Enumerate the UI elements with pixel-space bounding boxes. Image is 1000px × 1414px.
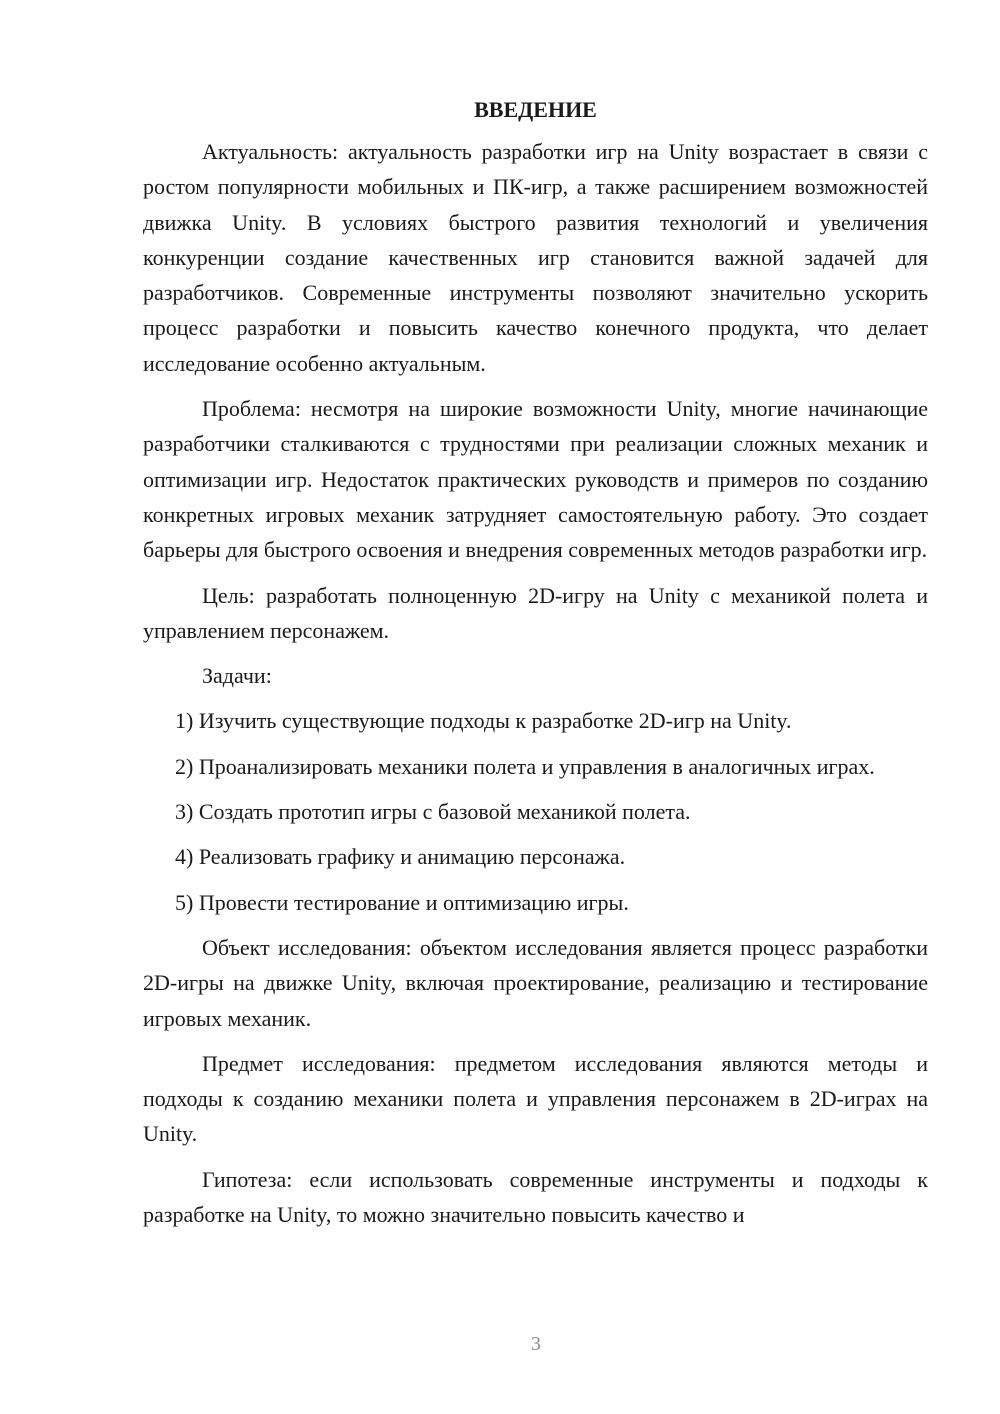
subject-paragraph: Предмет исследования: предметом исследования являются методы и подходы к созданию механики полета и управления персонажем в 2D-играх на Unity.: [143, 1050, 928, 1147]
section-heading: ВВЕДЕНИЕ: [474, 97, 597, 122]
task-item-5: 5) Провести тестирование и оптимизацию игры.: [175, 889, 629, 915]
object-paragraph: Объект исследования: объектом исследования является процесс разработки 2D-игры на движке Unity, включая проектирование, реализацию и тестирование игровых механик.: [143, 934, 928, 1031]
hypothesis-paragraph: Гипотеза: если использовать современные инструменты и подходы к разработке на Unity, то можно значительно повысить качество и: [143, 1166, 928, 1228]
page-number: 3: [531, 1333, 541, 1355]
task-item-3: 3) Создать прототип игры с базовой механикой полета.: [175, 799, 691, 825]
goal-paragraph: Цель: разработать полноценную 2D-игру на Unity с механикой полета и управлением персонажем.: [143, 582, 928, 643]
task-item-1: 1) Изучить существующие подходы к разработке 2D-игр на Unity.: [175, 708, 792, 734]
task-item-4: 4) Реализовать графику и анимацию персонажа.: [175, 844, 626, 870]
tasks-label: Задачи:: [202, 663, 272, 689]
relevance-paragraph: Актуальность: актуальность разработки игр на Unity возрастает в связи с ростом популярности мобильных и ПК-игр, а также расширением возможностей движка Unity. В условиях быстрого развития технологий и увеличения конкуренции создание качественных игр становится важной задачей для разработчиков. Современные инструменты позволяют значительно ускорить процесс разработки и повысить качество конечного продукта, что делает исследование особенно актуальным.: [143, 139, 928, 376]
page-content: [143, 92, 928, 1242]
problem-paragraph: Проблема: несмотря на широкие возможности Unity, многие начинающие разработчики сталкиваются с трудностями при реализации сложных механик и оптимизации игр. Недостаток практических руководств и примеров по созданию конкретных игровых механик затрудняет самостоятельную работу. Это создает барьеры для быстрого освоения и внедрения современных методов разработки игр.: [143, 396, 928, 563]
task-item-2: 2) Проанализировать механики полета и управления в аналогичных играх.: [175, 753, 875, 779]
